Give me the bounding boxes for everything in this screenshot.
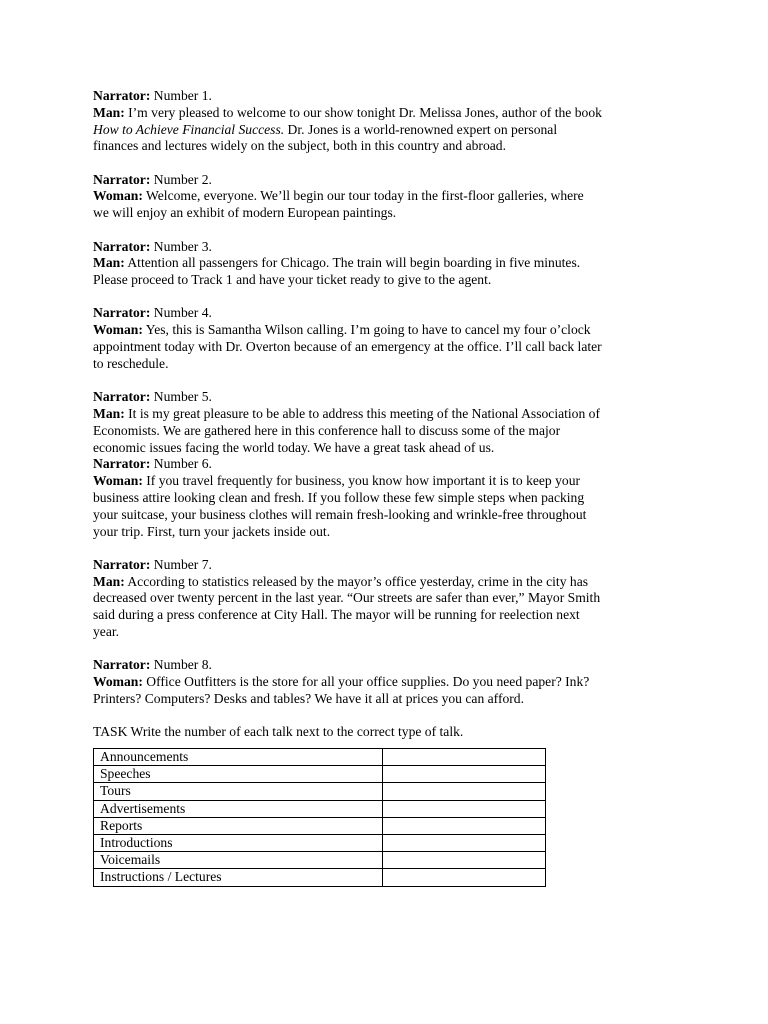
talk-text-line: Economists. We are gathered here in this conference hall to discuss some of the major xyxy=(93,422,561,438)
talk-6 xyxy=(93,456,683,540)
speaker-label: Woman: xyxy=(93,473,143,489)
talk-number: Number 1. xyxy=(153,88,212,103)
narrator-line xyxy=(93,305,683,322)
talk-8 xyxy=(93,657,683,707)
talk-number: Number 8. xyxy=(153,657,212,673)
narrator-line xyxy=(93,88,683,105)
talk-text: Attention all passengers for Chicago. The train will begin boarding in five minutes. xyxy=(124,255,581,271)
table-row xyxy=(94,817,546,834)
talk-5 xyxy=(93,389,683,456)
document-page xyxy=(93,88,683,887)
talk-3 xyxy=(93,239,683,289)
talk-text-line: economic issues facing the world today. We have a great task ahead of us. xyxy=(93,439,495,455)
speaker-label: Man: xyxy=(93,405,125,421)
talk-number: Number 4. xyxy=(153,305,212,321)
talk-text: If you travel frequently for business, you know how important it is to keep your xyxy=(142,473,581,489)
answer-cell[interactable] xyxy=(383,852,546,869)
answer-table xyxy=(93,748,546,887)
talk-number: Number 2. xyxy=(153,171,212,187)
narrator-label: Narrator: xyxy=(93,238,151,254)
talk-text: Office Outfitters is the store for all your office supplies. Do you need paper? Ink? xyxy=(142,674,590,690)
talk-text-line: Printers? Computers? Desks and tables? We have it all at prices you can afford. xyxy=(93,690,525,706)
speaker-line xyxy=(93,473,683,490)
speaker-label: Man: xyxy=(93,104,125,120)
talk-text: According to statistics released by the mayor’s office yesterday, crime in the city has xyxy=(124,573,589,589)
answer-cell[interactable] xyxy=(383,749,546,766)
talk-text-line: year. xyxy=(93,624,120,640)
talk-text-line xyxy=(93,122,683,139)
talk-type-cell: Voicemails xyxy=(94,852,383,869)
talk-text: Yes, this is Samantha Wilson calling. I’m going to have to cancel my four o’clock xyxy=(142,322,591,338)
book-title: How to Achieve Financial Success. xyxy=(93,121,285,137)
table-row xyxy=(94,869,546,886)
narrator-line xyxy=(93,456,683,473)
narrator-label: Narrator: xyxy=(93,88,151,103)
answer-cell[interactable] xyxy=(383,834,546,851)
talk-number: Number 6. xyxy=(153,456,212,472)
speaker-label: Woman: xyxy=(93,322,143,338)
talk-text-line: decreased over twenty percent in the last year. “Our streets are safer than ever,” Mayor Smith xyxy=(93,590,601,606)
talk-type-cell: Announcements xyxy=(94,749,383,766)
narrator-label: Narrator: xyxy=(93,171,151,187)
narrator-label: Narrator: xyxy=(93,305,151,321)
answer-cell[interactable] xyxy=(383,766,546,783)
talk-type-cell: Speeches xyxy=(94,766,383,783)
narrator-line xyxy=(93,172,683,189)
table-row xyxy=(94,834,546,851)
talk-text-line: your trip. First, turn your jackets inside out. xyxy=(93,523,331,539)
talk-2 xyxy=(93,172,683,222)
answer-cell[interactable] xyxy=(383,783,546,800)
talk-type-cell: Instructions / Lectures xyxy=(94,869,383,886)
talk-type-cell: Tours xyxy=(94,783,383,800)
table-row xyxy=(94,852,546,869)
talk-type-cell: Reports xyxy=(94,817,383,834)
narrator-label: Narrator: xyxy=(93,556,151,572)
narrator-line xyxy=(93,389,683,406)
speaker-line xyxy=(93,255,683,272)
talk-number: Number 5. xyxy=(153,389,212,405)
speaker-line xyxy=(93,406,683,423)
answer-cell[interactable] xyxy=(383,800,546,817)
talk-7 xyxy=(93,557,683,641)
task-instruction: TASK Write the number of each talk next to the correct type of talk. xyxy=(93,724,464,740)
table-row xyxy=(94,749,546,766)
speaker-label: Man: xyxy=(93,573,125,589)
table-row xyxy=(94,783,546,800)
talk-1 xyxy=(93,88,683,155)
narrator-line xyxy=(93,557,683,574)
talk-type-cell: Advertisements xyxy=(94,800,383,817)
narrator-label: Narrator: xyxy=(93,657,151,673)
talk-text: I’m very pleased to welcome to our show tonight Dr. Melissa Jones, author of the book xyxy=(124,104,602,120)
table-row xyxy=(94,766,546,783)
table-row xyxy=(94,800,546,817)
talk-type-cell: Introductions xyxy=(94,834,383,851)
talk-text-line: business attire looking clean and fresh. If you follow these few simple steps when packing xyxy=(93,489,585,505)
talk-text: It is my great pleasure to be able to address this meeting of the National Association of xyxy=(124,405,601,421)
talk-text-line: your suitcase, your business clothes will remain fresh-looking and wrinkle-free throughout xyxy=(93,506,587,522)
talk-text: Welcome, everyone. We’ll begin our tour today in the first-floor galleries, where xyxy=(142,188,584,204)
speaker-line xyxy=(93,674,683,691)
talk-text: Dr. Jones is a world-renowned expert on personal xyxy=(284,121,558,137)
speaker-line xyxy=(93,322,683,339)
talk-4 xyxy=(93,305,683,372)
narrator-label: Narrator: xyxy=(93,456,151,472)
answer-cell[interactable] xyxy=(383,817,546,834)
speaker-label: Woman: xyxy=(93,674,143,690)
talk-text-line: finances and lectures widely on the subject, both in this country and abroad. xyxy=(93,138,506,154)
answer-cell[interactable] xyxy=(383,869,546,886)
talk-text-line: said during a press conference at City Hall. The mayor will be running for reelection next xyxy=(93,607,580,623)
speaker-line xyxy=(93,188,683,205)
talk-text-line: to reschedule. xyxy=(93,355,169,371)
speaker-label: Man: xyxy=(93,255,125,271)
talk-number: Number 3. xyxy=(153,238,212,254)
narrator-label: Narrator: xyxy=(93,389,151,405)
talk-number: Number 7. xyxy=(153,556,212,572)
talk-text-line: we will enjoy an exhibit of modern European paintings. xyxy=(93,205,397,221)
speaker-label: Woman: xyxy=(93,188,143,204)
speaker-line xyxy=(93,105,683,122)
narrator-line xyxy=(93,657,683,674)
talk-text-line: appointment today with Dr. Overton because of an emergency at the office. I’ll call back later xyxy=(93,339,602,355)
speaker-line xyxy=(93,574,683,591)
talk-text-line: Please proceed to Track 1 and have your ticket ready to give to the agent. xyxy=(93,272,492,288)
narrator-line xyxy=(93,239,683,256)
